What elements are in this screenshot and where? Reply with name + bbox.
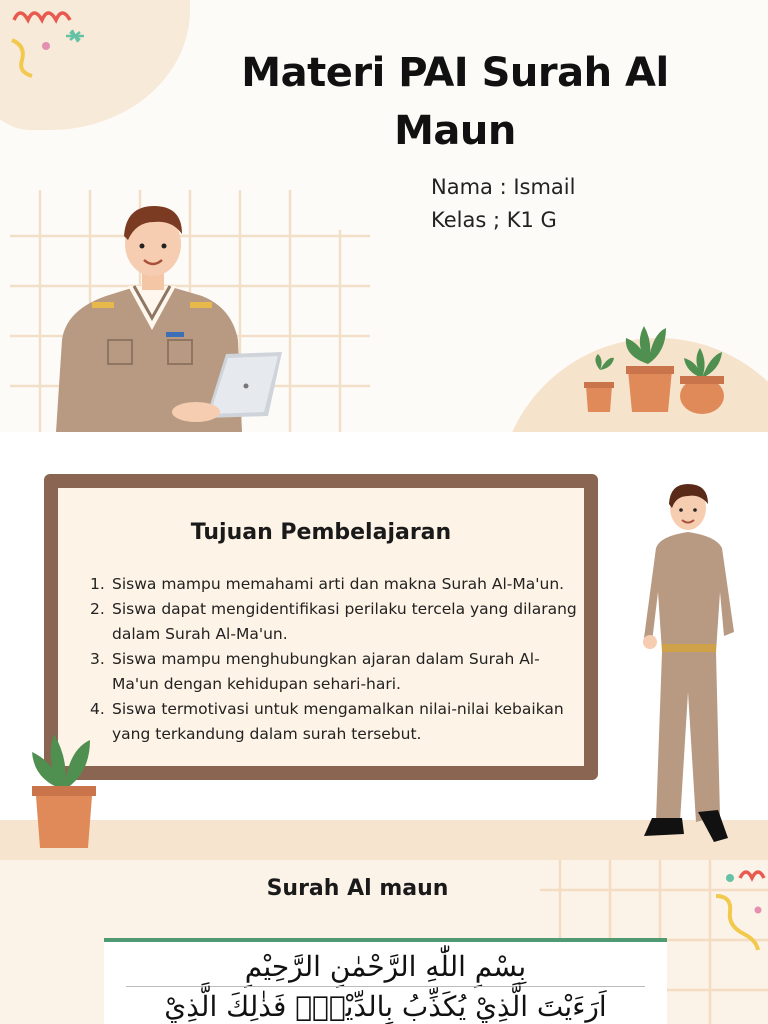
surah-slide: [0, 860, 768, 1024]
objectives-board-content: [58, 488, 584, 766]
list-item-number: 2.: [90, 600, 105, 618]
potted-plants-illustration: [580, 320, 730, 416]
student-class: Kelas ; K1 G: [431, 208, 557, 232]
confetti-decoration: [8, 0, 98, 90]
student-name: Nama : Ismail: [431, 175, 576, 199]
title-slide: [0, 0, 768, 432]
confetti-decoration: [710, 866, 768, 956]
list-item-number: 4.: [90, 700, 105, 718]
page-title: Materi PAI Surah Al Maun: [241, 50, 669, 154]
list-item: [78, 597, 578, 647]
arabic-verse-line: بِسْمِ اللّٰهِ الرَّحْمٰنِ الرَّحِيْمِ: [244, 950, 527, 983]
list-item-text: Siswa mampu memahami arti dan makna Surah Al-Ma'un.: [112, 575, 565, 593]
verse-divider: [126, 986, 645, 987]
objectives-heading: Tujuan Pembelajaran: [190, 520, 452, 545]
list-item: [78, 647, 578, 697]
objectives-list: [78, 572, 578, 747]
learning-objectives-slide: [0, 432, 768, 860]
list-item-number: 1.: [90, 575, 105, 593]
arabic-verse-line: اَرَءَيْتَ الَّذِيْ يُكَذِّبُ بِالدِّيْنِۗ فَذٰلِكَ الَّذِيْ: [164, 990, 607, 1023]
list-item-text: Siswa dapat mengidentifikasi perilaku tercela yang dilarang dalam Surah Al-Ma'un.: [112, 600, 577, 643]
list-item-text: Siswa mampu menghubungkan ajaran dalam Surah Al-Ma'un dengan kehidupan sehari-hari.: [112, 650, 540, 693]
list-item: [78, 697, 578, 747]
objectives-board: [44, 474, 598, 780]
surah-heading: Surah Al maun: [266, 876, 449, 901]
list-item: [78, 572, 578, 597]
list-item-number: 3.: [90, 650, 105, 668]
potted-plant-illustration: [28, 728, 100, 850]
teacher-with-laptop-illustration: [56, 200, 296, 432]
list-item-text: Siswa termotivasi untuk mengamalkan nilai-nilai kebaikan yang terkandung dalam surah tersebut.: [112, 700, 564, 743]
surah-arabic-text-image: [104, 938, 667, 1024]
standing-teacher-illustration: [636, 482, 746, 854]
